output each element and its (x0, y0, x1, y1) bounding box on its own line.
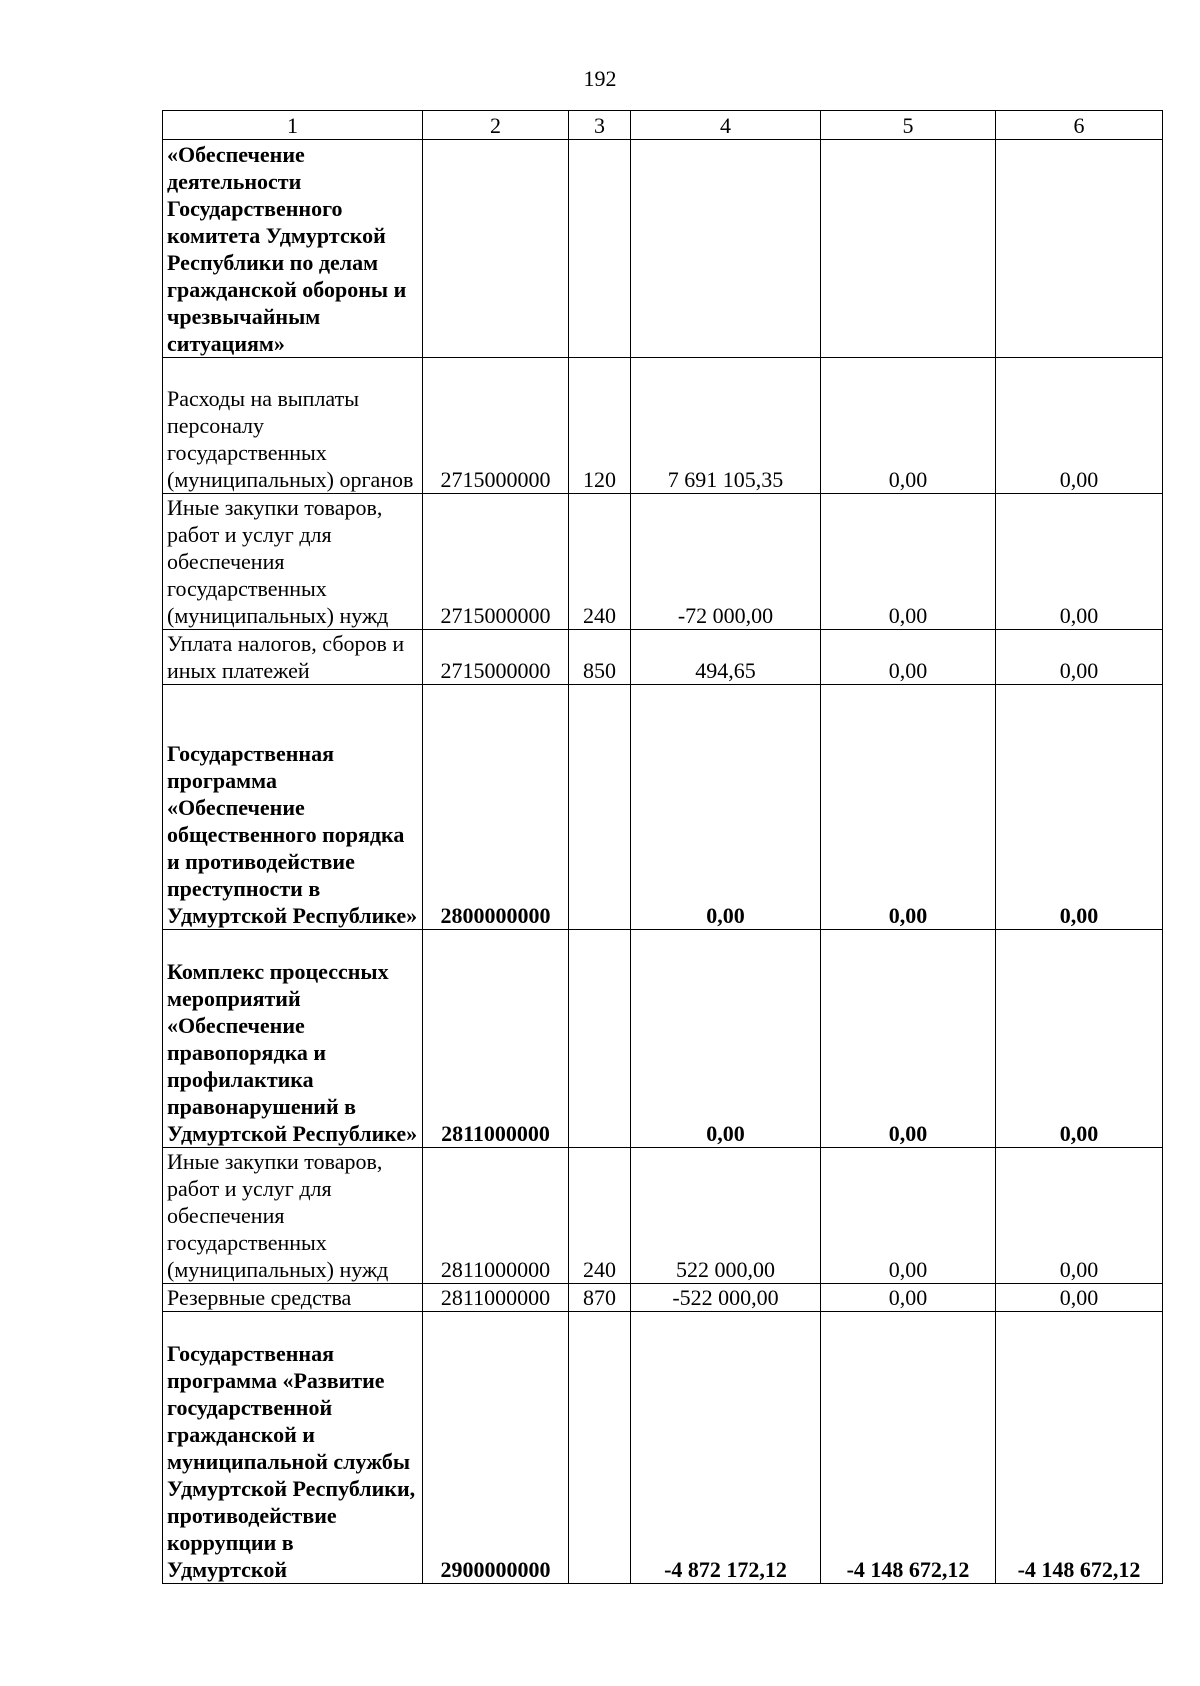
row-type (569, 1312, 631, 1584)
row-value-6: -4 148 672,12 (996, 1312, 1163, 1584)
table-row (163, 630, 1163, 685)
row-code: 2715000000 (423, 358, 569, 494)
budget-table (162, 110, 1163, 1584)
row-value-4: -522 000,00 (631, 1284, 821, 1312)
table-row (163, 930, 1163, 1148)
table-row (163, 140, 1163, 358)
row-value-6: 0,00 (996, 358, 1163, 494)
column-header: 1 (163, 111, 423, 140)
column-header: 5 (821, 111, 996, 140)
row-value-4 (631, 140, 821, 358)
row-name: Государственная программа «Обеспечение общественного порядка и противодействие преступности в Удмуртской Республике» (163, 685, 423, 930)
row-value-4: 0,00 (631, 930, 821, 1148)
table-row (163, 358, 1163, 494)
row-type: 240 (569, 494, 631, 630)
column-header: 2 (423, 111, 569, 140)
row-value-4: 522 000,00 (631, 1148, 821, 1284)
column-header: 6 (996, 111, 1163, 140)
row-name: «Обеспечение деятельности Государственного комитета Удмуртской Республики по делам гражданской обороны и чрезвычайным ситуациям» (163, 140, 423, 358)
row-value-4: 494,65 (631, 630, 821, 685)
row-code: 2900000000 (423, 1312, 569, 1584)
row-value-6: 0,00 (996, 1284, 1163, 1312)
row-name: Резервные средства (163, 1284, 423, 1312)
row-type (569, 140, 631, 358)
row-type: 240 (569, 1148, 631, 1284)
row-value-5: 0,00 (821, 358, 996, 494)
table-row (163, 685, 1163, 930)
row-code: 2715000000 (423, 494, 569, 630)
row-value-4: 7 691 105,35 (631, 358, 821, 494)
row-name: Государственная программа «Развитие государственной гражданской и муниципальной службы Удмуртской Республики, противодействие коррупции в Удмуртской (163, 1312, 423, 1584)
row-code: 2811000000 (423, 1148, 569, 1284)
row-value-5: -4 148 672,12 (821, 1312, 996, 1584)
row-value-5: 0,00 (821, 1284, 996, 1312)
row-type: 870 (569, 1284, 631, 1312)
row-type: 120 (569, 358, 631, 494)
row-value-4: -72 000,00 (631, 494, 821, 630)
table-row (163, 1312, 1163, 1584)
row-value-5: 0,00 (821, 685, 996, 930)
row-value-4: -4 872 172,12 (631, 1312, 821, 1584)
table-row (163, 1284, 1163, 1312)
table-row (163, 494, 1163, 630)
row-name: Иные закупки товаров, работ и услуг для обеспечения государственных (муниципальных) нужд (163, 1148, 423, 1284)
row-value-6: 0,00 (996, 930, 1163, 1148)
row-value-5 (821, 140, 996, 358)
row-value-5: 0,00 (821, 930, 996, 1148)
table-header-row (163, 111, 1163, 140)
row-code: 2715000000 (423, 630, 569, 685)
row-value-6: 0,00 (996, 630, 1163, 685)
row-value-4: 0,00 (631, 685, 821, 930)
table-row (163, 1148, 1163, 1284)
row-type: 850 (569, 630, 631, 685)
row-value-6: 0,00 (996, 1148, 1163, 1284)
column-header: 4 (631, 111, 821, 140)
column-header: 3 (569, 111, 631, 140)
row-code: 2811000000 (423, 930, 569, 1148)
row-code (423, 140, 569, 358)
row-value-5: 0,00 (821, 494, 996, 630)
row-name: Расходы на выплаты персоналу государственных (муниципальных) органов (163, 358, 423, 494)
row-type (569, 930, 631, 1148)
row-value-6 (996, 140, 1163, 358)
row-value-5: 0,00 (821, 630, 996, 685)
row-name: Уплата налогов, сборов и иных платежей (163, 630, 423, 685)
row-code: 2800000000 (423, 685, 569, 930)
page-number: 192 (583, 66, 617, 91)
row-value-5: 0,00 (821, 1148, 996, 1284)
row-value-6: 0,00 (996, 494, 1163, 630)
row-name: Иные закупки товаров, работ и услуг для обеспечения государственных (муниципальных) нужд (163, 494, 423, 630)
row-code: 2811000000 (423, 1284, 569, 1312)
row-type (569, 685, 631, 930)
row-name: Комплекс процессных мероприятий «Обеспечение правопорядка и профилактика правонарушений в Удмуртской Республике» (163, 930, 423, 1148)
row-value-6: 0,00 (996, 685, 1163, 930)
